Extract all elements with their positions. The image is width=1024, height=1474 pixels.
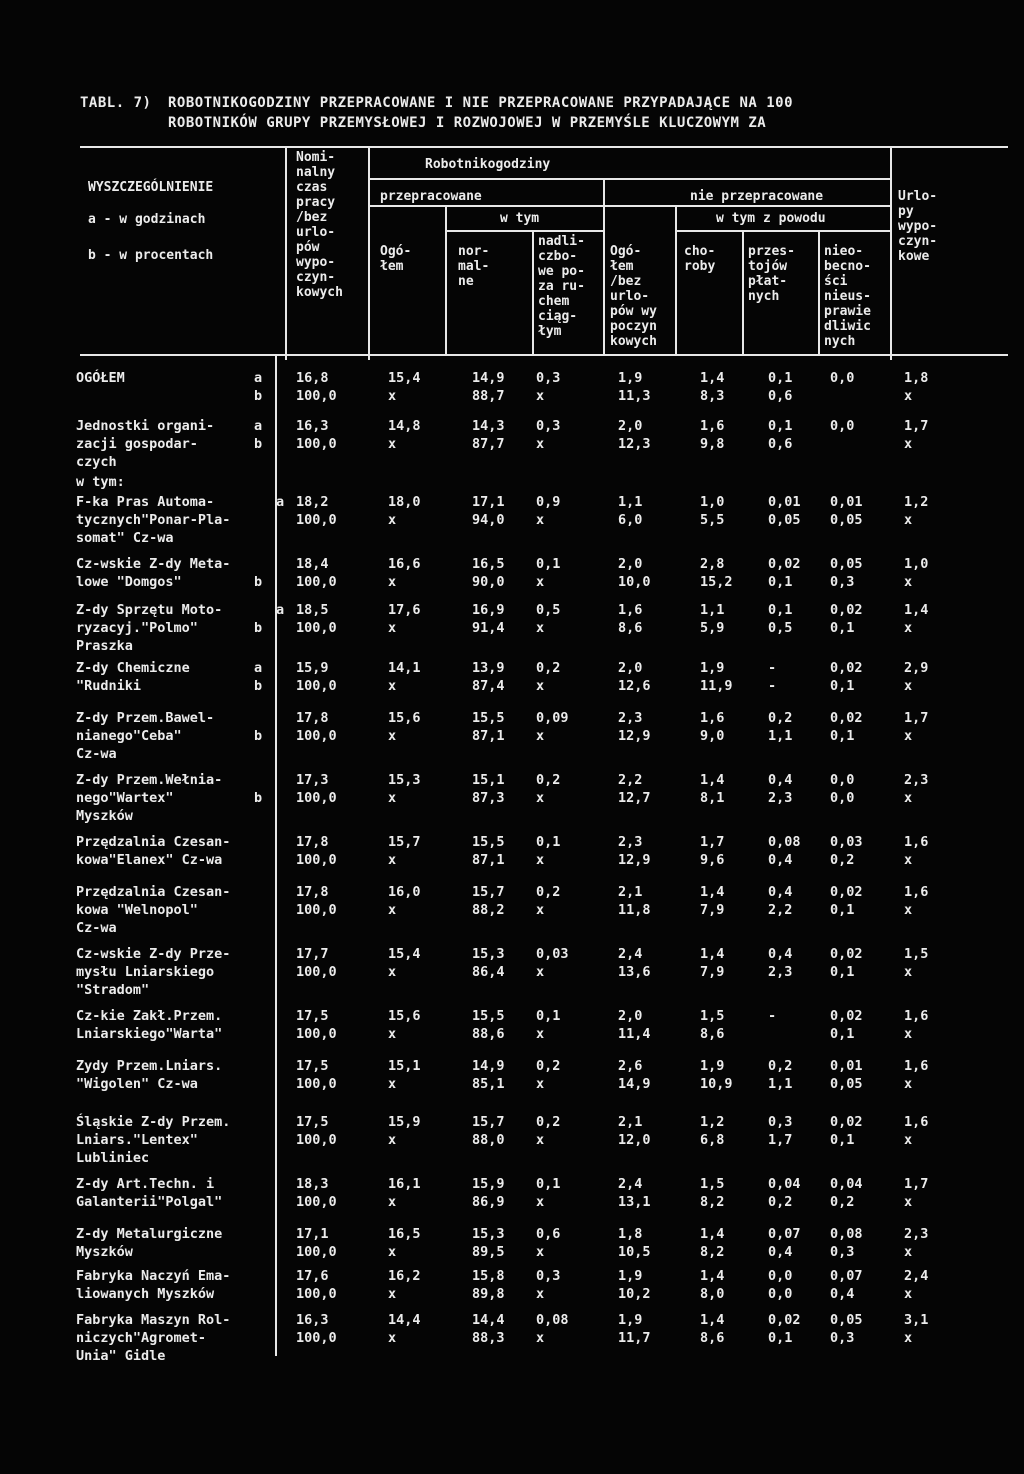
header-nominal: Nomi- nalny czas pracy /bez urlo- pów wypo- czyn- kowych — [296, 150, 343, 300]
col-divider — [445, 205, 447, 355]
header-nadliczbowe: nadli- czbo- we po- za ru- chem ciąg- łym — [538, 234, 585, 339]
title-line-2: ROBOTNIKÓW GRUPY PRZEMYSŁOWEJ I ROZWOJOWEJ W PRZEMYŚLE KLUCZOWYM ZA — [168, 115, 767, 131]
table-row: Z-dy Sprzętu Moto- a 18,5 17,6 16,9 0,5 1,6 1,1 0,1 0,02 1,4 ryzacyj."Polmo" b 100,0 x 91,4 x 8,6 5,9 0,5 0,1 x Praszka — [76, 602, 929, 654]
col-divider — [890, 146, 892, 360]
table-row: Z-dy Metalurgiczne 17,1 16,5 15,3 0,6 1,8 1,4 0,07 0,08 2,3 Myszków 100,0 x 89,5 x 10,5 8,2 0,4 0,3 x — [76, 1226, 929, 1260]
table-row: Zydy Przem.Lniars. 17,5 15,1 14,9 0,2 2,6 1,9 0,2 0,01 1,6 "Wigolen" Cz-wa 100,0 x 85,1 x 14,9 10,9 1,1 0,05 x — [76, 1058, 929, 1092]
header-robotnikogodziny: Robotnikogodziny — [425, 157, 551, 172]
header-spec-b: b - w procentach — [88, 248, 214, 263]
table-row: Cz-kie Zakł.Przem. 17,5 15,6 15,5 0,1 2,0 1,5 - 0,02 1,6 Lniarskiego"Warta" 100,0 x 88,6 x 11,4 8,6 0,1 x — [76, 1008, 929, 1042]
table-row: w tym: — [76, 474, 125, 490]
przep-wtym-rule — [445, 230, 603, 232]
col-divider — [532, 230, 534, 355]
table-row: Przędzalnia Czesan- 17,8 15,7 15,5 0,1 2,3 1,7 0,08 0,03 1,6 kowa"Elanex" Cz-wa 100,0 x 87,1 x 12,9 9,6 0,4 0,2 x — [76, 834, 929, 868]
table-row: Śląskie Z-dy Przem. 17,5 15,9 15,7 0,2 2,1 1,2 0,3 0,02 1,6 Lniars."Lentex" 100,0 x 88,0 x 12,0 6,8 1,7 0,1 x Lubliniec — [76, 1114, 929, 1166]
header-przep-w-tym: w tym — [500, 211, 540, 226]
header-top-rule — [80, 146, 1008, 148]
header-normalne: nor- mal- ne — [458, 244, 490, 289]
table-row: OGÓŁEM a 16,8 15,4 14,9 0,3 1,9 1,4 0,1 0,0 1,8 b 100,0 x 88,7 x 11,3 8,3 0,6 x — [76, 370, 929, 404]
table-number: TABL. 7) — [80, 95, 152, 111]
col-divider — [368, 146, 370, 360]
header-nie-przepracowane: nie przepracowane — [690, 189, 824, 204]
robotnikogodziny-rule — [368, 178, 890, 180]
table-row: Z-dy Art.Techn. i 18,3 16,1 15,9 0,1 2,4 1,5 0,04 0,04 1,7 Galanterii"Polgal" 100,0 x 86,9 x 13,1 8,2 0,2 0,2 x — [76, 1176, 929, 1210]
nie-wtym-rule — [675, 230, 890, 232]
header-ogolem: Ogó- łem — [380, 244, 412, 274]
row-name: OGÓŁEM — [76, 370, 125, 386]
col-divider — [818, 230, 820, 355]
table-row: F-ka Pras Automa- a 18,2 18,0 17,1 0,9 1,1 1,0 0,01 0,01 1,2 tycznych"Ponar-Pla- 100,0 x 94,0 x 6,0 5,5 0,05 0,05 x somat" Cz-wa — [76, 494, 929, 546]
subgroup-rule — [370, 205, 890, 207]
col-divider — [742, 230, 744, 355]
title-line-1: ROBOTNIKOGODZINY PRZEPRACOWANE I NIE PRZEPRACOWANE PRZYPADAJĄCE NA 100 — [168, 95, 794, 111]
header-przepracowane: przepracowane — [380, 189, 482, 204]
table-row: Z-dy Przem.Bawel- 17,8 15,6 15,5 0,09 2,3 1,6 0,2 0,02 1,7 nianego"Ceba" b 100,0 x 87,1 x 12,9 9,0 1,1 0,1 x Cz-wa — [76, 710, 929, 762]
table-title — [80, 93, 793, 133]
header-nieobecnosci: nieo- becno- ści nieus- prawie dliwic nych — [824, 244, 871, 349]
header-w-tym-z-powodu: w tym z powodu — [716, 211, 826, 226]
header-bottom-rule — [80, 354, 1008, 356]
col-divider — [285, 146, 287, 360]
table-row: Z-dy Chemiczne a 15,9 14,1 13,9 0,2 2,0 1,9 - 0,02 2,9 "Rudniki b 100,0 x 87,4 x 12,6 11,9 - 0,1 x — [76, 660, 929, 694]
table-row: Fabryka Maszyn Rol- 16,3 14,4 14,4 0,08 1,9 1,4 0,02 0,05 3,1 niczych"Agromet- 100,0 x 88,3 x 11,7 8,6 0,1 0,3 x Unia" Gidle — [76, 1312, 929, 1364]
header-spec-a: a - w godzinach — [88, 212, 206, 227]
header-spec: WYSZCZEGÓLNIENIE — [88, 180, 214, 195]
table-row: Cz-wskie Z-dy Prze- 17,7 15,4 15,3 0,03 2,4 1,4 0,4 0,02 1,5 mysłu Lniarskiego 100,0 x 86,4 x 13,6 7,9 2,3 0,1 x "Stradom" — [76, 946, 929, 998]
header-choroby: cho- roby — [684, 244, 716, 274]
table-row: Cz-wskie Z-dy Meta- 18,4 16,6 16,5 0,1 2,0 2,8 0,02 0,05 1,0 lowe "Domgos" b 100,0 x 90,0 x 10,0 15,2 0,1 0,3 x — [76, 556, 929, 590]
table-row: Fabryka Naczyń Ema- 17,6 16,2 15,8 0,3 1,9 1,4 0,0 0,07 2,4 liowanych Myszków 100,0 x 89,8 x 10,2 8,0 0,0 0,4 x — [76, 1268, 929, 1302]
table-row: Przędzalnia Czesan- 17,8 16,0 15,7 0,2 2,1 1,4 0,4 0,02 1,6 kowa "Welnopol" 100,0 x 88,2 x 11,8 7,9 2,2 0,1 x Cz-wa — [76, 884, 929, 936]
table-body — [70, 366, 1010, 1374]
header-nie-ogolem: Ogó- łem /bez urlo- pów wy poczyn kowych — [610, 244, 657, 349]
header-przestojow: przes- tojów płat- nych — [748, 244, 795, 304]
header-urlopy: Urlo- py wypo- czyn- kowe — [898, 189, 938, 264]
col-divider — [603, 180, 605, 355]
col-divider — [675, 205, 677, 355]
table-row: Z-dy Przem.Wełnia- 17,3 15,3 15,1 0,2 2,2 1,4 0,4 0,0 2,3 nego"Wartex" b 100,0 x 87,3 x 12,7 8,1 2,3 0,0 x Myszków — [76, 772, 929, 824]
table-row: Jednostki organi- a 16,3 14,8 14,3 0,3 2,0 1,6 0,1 0,0 1,7 zacji gospodar- b 100,0 x 87,7 x 12,3 9,8 0,6 x czych — [76, 418, 929, 470]
